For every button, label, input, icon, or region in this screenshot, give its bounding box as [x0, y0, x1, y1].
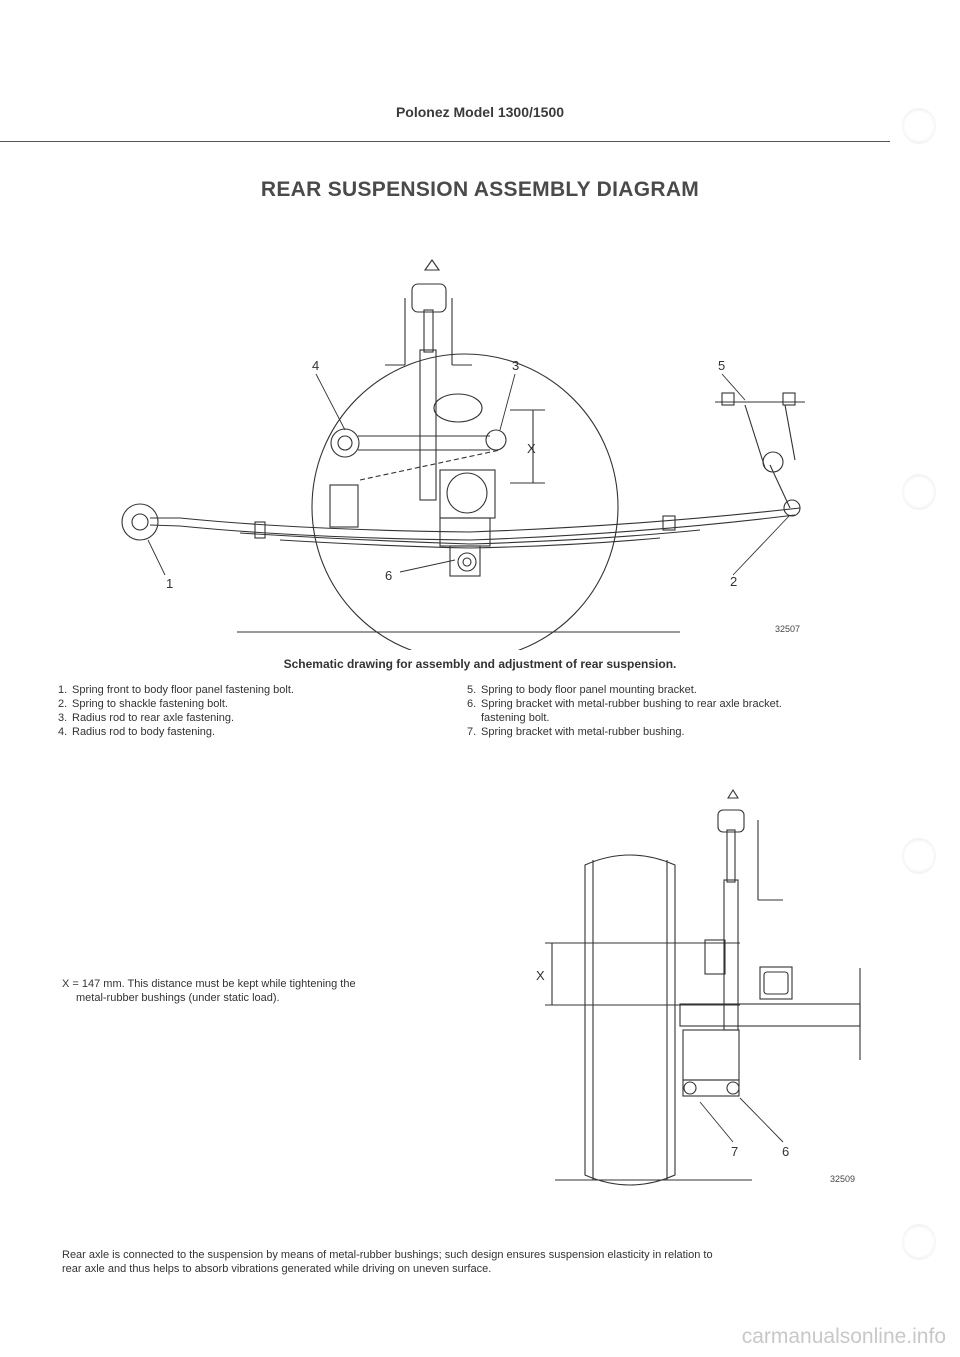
- watermark: carmanualsonline.info: [741, 1325, 946, 1348]
- legend-item: 1. Spring front to body floor panel fastening bolt.: [58, 684, 294, 696]
- binder-hole: [902, 1224, 936, 1260]
- note-line: metal-rubber bushings (under static load).: [76, 992, 280, 1004]
- binder-hole: [902, 108, 936, 144]
- callout-3: 3: [512, 358, 520, 373]
- callout-x: X: [527, 441, 536, 456]
- spring-front-eye: [122, 504, 158, 540]
- callout-1: 1: [166, 576, 174, 591]
- legend-item: 5. Spring to body floor panel mounting bracket.: [467, 684, 697, 696]
- legend-item: 4. Radius rod to body fastening.: [58, 726, 216, 738]
- legend-left: [58, 683, 418, 739]
- legend-item: 7. Spring bracket with metal-rubber bushing.: [467, 726, 685, 738]
- figure-number: 32509: [830, 1174, 856, 1184]
- header-rule: [0, 141, 890, 142]
- body-text-line: Rear axle is connected to the suspension by means of metal-rubber bushings; such design ensures suspension elasticity in relation to: [62, 1249, 713, 1261]
- legend-item: 6. Spring bracket with metal-rubber bushing to rear axle bracket.: [467, 698, 782, 710]
- callout-x: X: [536, 968, 545, 983]
- wheel-diagram: [0, 780, 960, 1200]
- callout-5: 5: [718, 358, 726, 373]
- axle-tube: [680, 1004, 860, 1026]
- callout-6: 6: [385, 568, 393, 583]
- wheel: [585, 855, 675, 1185]
- callout-7: 7: [731, 1144, 739, 1159]
- callout-4: 4: [312, 358, 320, 373]
- figure-number: 32507: [775, 624, 801, 634]
- body-text-line: rear axle and thus helps to absorb vibrations generated while driving on uneven surface.: [62, 1263, 492, 1275]
- page-title: REAR SUSPENSION ASSEMBLY DIAGRAM: [260, 178, 700, 201]
- legend-item: 2. Spring to shackle fastening bolt.: [58, 698, 228, 710]
- page-header: Polonez Model 1300/1500: [395, 104, 565, 120]
- radius-rod-eye-axle: [486, 430, 506, 450]
- figure-caption: Schematic drawing for assembly and adjustment of rear suspension.: [283, 657, 677, 671]
- shock-absorber: [724, 880, 738, 1030]
- suspension-diagram: [0, 250, 960, 650]
- callout-6: 6: [782, 1144, 790, 1159]
- shock-absorber: [420, 350, 436, 500]
- legend-item-continuation: fastening bolt.: [481, 712, 550, 724]
- radius-rod-eye-body: [331, 429, 359, 457]
- axle-housing: [447, 473, 487, 513]
- note-line: X = 147 mm. This distance must be kept while tightening the: [62, 978, 356, 990]
- legend-item: 3. Radius rod to rear axle fastening.: [58, 712, 235, 724]
- legend-right: [467, 683, 907, 739]
- body-text: [62, 1248, 892, 1276]
- callout-2: 2: [730, 574, 738, 589]
